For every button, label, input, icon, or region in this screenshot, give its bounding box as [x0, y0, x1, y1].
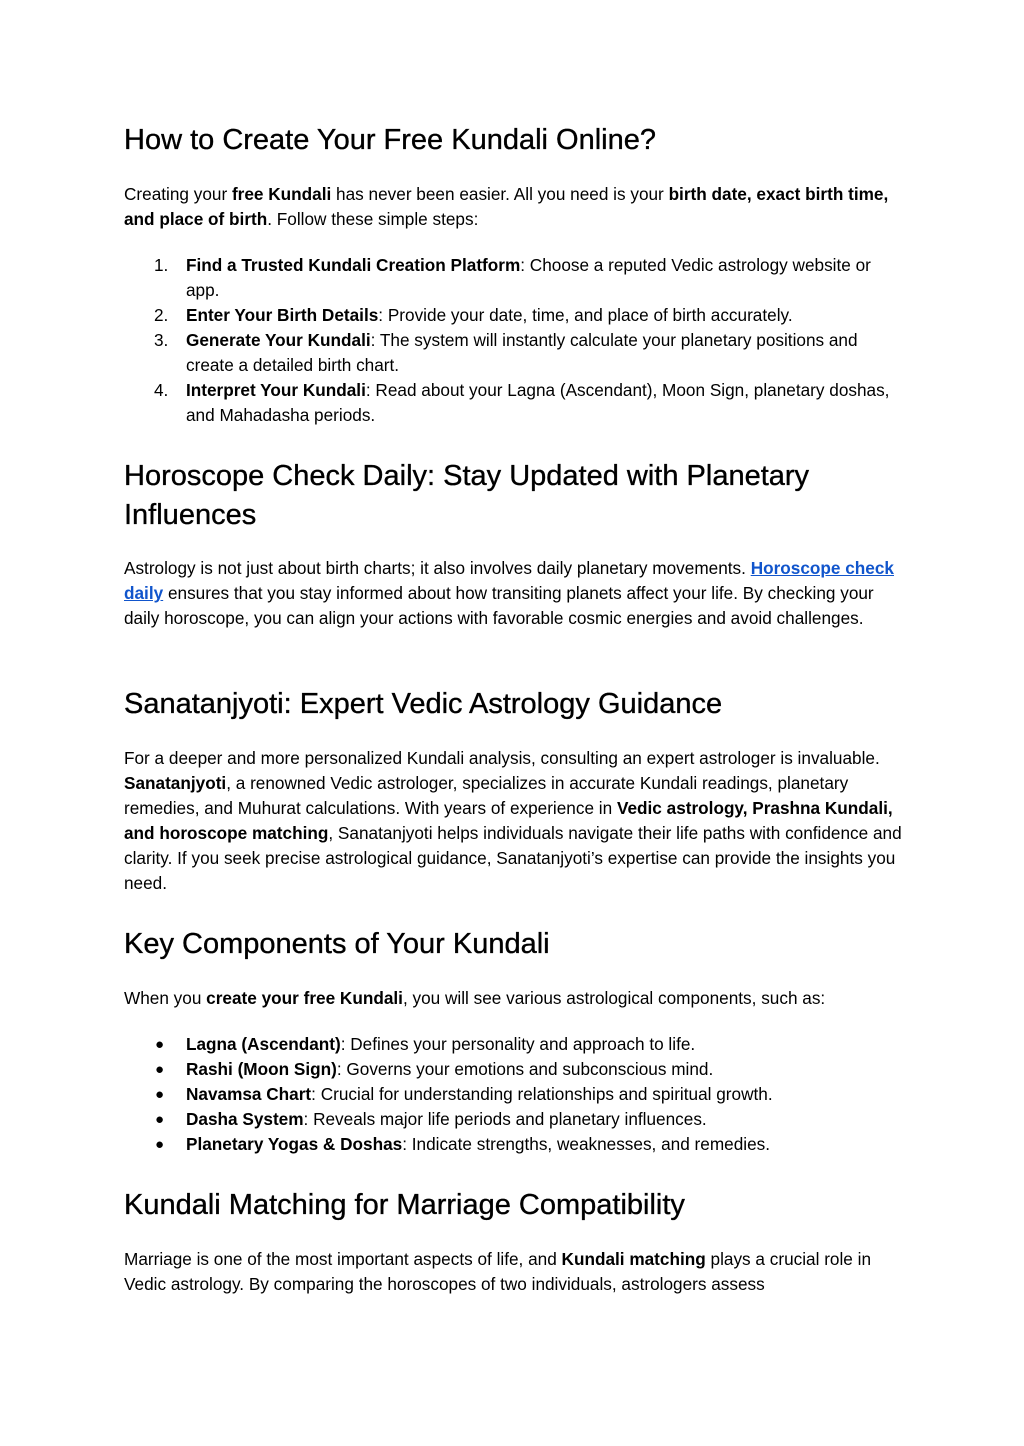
text-run: Astrology is not just about birth charts; it also involves daily planetary movements. [124, 558, 751, 578]
list-item [124, 328, 904, 378]
bold-run: create your free Kundali [206, 988, 403, 1008]
step-title: Interpret Your Kundali [186, 380, 366, 400]
bold-run: Sanatanjyoti [124, 773, 227, 793]
component-title: Dasha System [186, 1109, 304, 1129]
horoscope-paragraph [124, 556, 904, 631]
text-run: has never been easier. All you need is your [331, 184, 669, 204]
text-run: , a renowned Vedic astrologer, specializes in accurate Kundali readings, planetary remedies, and Muhurat calculations. With years of experience in [124, 773, 849, 818]
list-item [124, 303, 904, 328]
list-item [124, 1132, 904, 1157]
component-text: : Indicate strengths, weaknesses, and remedies. [402, 1134, 771, 1154]
list-number: 1. [154, 255, 169, 275]
list-item [124, 253, 904, 303]
list-item [124, 1032, 904, 1057]
text-run: . Follow these simple steps: [267, 209, 479, 229]
list-number: 3. [154, 330, 169, 350]
horoscope-check-daily-link[interactable]: Horoscope check daily [124, 558, 894, 603]
text-run: Marriage is one of the most important aspects of life, and [124, 1249, 562, 1269]
intro-paragraph [124, 182, 904, 232]
component-title: Rashi (Moon Sign) [186, 1059, 337, 1079]
list-number: 2. [154, 305, 169, 325]
step-text: : Read about your Lagna (Ascendant), Moon Sign, planetary doshas, and Mahadasha periods. [186, 380, 890, 425]
step-text: : Provide your date, time, and place of birth accurately. [378, 305, 793, 325]
heading-key-components: Key Components of Your Kundali [124, 928, 550, 960]
step-text: : The system will instantly calculate your planetary positions and create a detailed birth chart. [186, 330, 858, 375]
text-run: For a deeper and more personalized Kundali analysis, consulting an expert astrologer is invaluable. [124, 748, 880, 768]
bold-run: birth date, exact birth time, and place of birth [124, 184, 889, 229]
bold-run: Vedic astrology, Prashna Kundali, and horoscope matching [124, 798, 893, 843]
heading-create-kundali: How to Create Your Free Kundali Online? [124, 124, 656, 156]
list-item [124, 1107, 904, 1132]
heading-kundali-matching: Kundali Matching for Marriage Compatibility [124, 1189, 685, 1221]
bullet-icon: ● [155, 1086, 165, 1103]
step-text: : Choose a reputed Vedic astrology website or app. [186, 255, 871, 300]
text-run: Creating your [124, 184, 232, 204]
component-title: Navamsa Chart [186, 1084, 312, 1104]
component-text: : Defines your personality and approach to life. [340, 1034, 696, 1054]
heading-sanatanjyoti: Sanatanjyoti: Expert Vedic Astrology Guidance [124, 688, 723, 720]
text-run: plays a crucial role in Vedic astrology. By comparing the horoscopes of two individuals, astrologers assess [124, 1249, 872, 1294]
component-text: : Governs your emotions and subconscious mind. [336, 1059, 714, 1079]
component-text: : Crucial for understanding relationships and spiritual growth. [311, 1084, 773, 1104]
text-run: , you will see various astrological components, such as: [402, 988, 826, 1008]
list-item [124, 378, 904, 428]
component-title: Planetary Yogas & Doshas [186, 1134, 403, 1154]
sanatanjyoti-paragraph [124, 746, 904, 896]
step-title: Find a Trusted Kundali Creation Platform [186, 255, 521, 275]
step-title: Generate Your Kundali [186, 330, 371, 350]
step-title: Enter Your Birth Details [186, 305, 379, 325]
list-item [124, 1057, 904, 1082]
text-run: ensures that you stay informed about how transiting planets affect your life. By checking your daily horoscope, you can align your actions with favorable cosmic energies and avoid challenges. [124, 583, 874, 628]
component-title: Lagna (Ascendant) [186, 1034, 341, 1054]
steps-list [124, 253, 904, 428]
component-text: : Reveals major life periods and planetary influences. [303, 1109, 707, 1129]
matching-paragraph [124, 1247, 904, 1297]
bullet-icon: ● [155, 1036, 165, 1053]
bold-run: Kundali matching [561, 1249, 706, 1269]
bold-run: free Kundali [231, 184, 332, 204]
bullet-icon: ● [155, 1061, 165, 1078]
list-item [124, 1082, 904, 1107]
components-intro-paragraph [124, 986, 825, 1011]
components-list [124, 1032, 904, 1157]
list-number: 4. [154, 380, 169, 400]
heading-horoscope-daily: Horoscope Check Daily: Stay Updated with Planetary Influences [124, 460, 810, 531]
text-run: When you [124, 988, 207, 1008]
bullet-icon: ● [155, 1136, 165, 1153]
text-run: , Sanatanjyoti helps individuals navigate their life paths with confidence and clarity. If you seek precise astrological guidance, Sanatanjyoti’s expertise can provide the insights you need. [124, 823, 902, 893]
bullet-icon: ● [155, 1111, 165, 1128]
